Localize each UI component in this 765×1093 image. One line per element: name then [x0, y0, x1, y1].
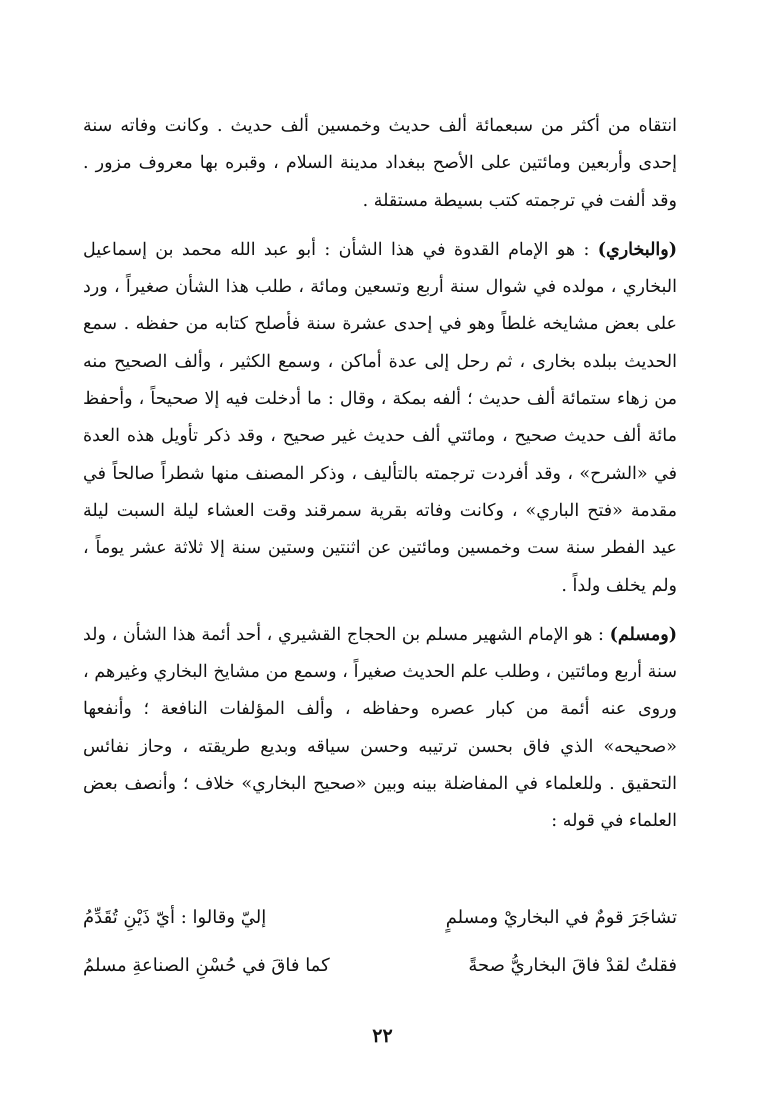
page-number: ٢٢ — [372, 1025, 393, 1047]
verse-2 — [83, 941, 677, 989]
verse-2-first-hemistich: فقلتُ لقدْ فاقَ البخاريُّ صحةً — [468, 954, 677, 976]
poem — [83, 893, 677, 989]
muslim-text: : هو الإمام الشهير مسلم بن الحجاج القشيري ، أحد أئمة هذا الشأن ، ولد سنة أربع ومائتين ، وطلب علم الحديث صغيراً ، وسمع من مشايخ البخاري وغيرهم ، وروى عنه أئمة من كبار عصره وحفاظه ، وألف المؤلفات النافعة ؛ وأنفعها «صحيحه» الذي فاق بحسن ترتيبه وحسن سياقه وبديع طريقته ، وحاز نفائس التحقيق . وللعلماء في المفاضلة بينه وبين «صحيح البخاري» خلاف ؛ وأنصف بعض العلماء في قوله : — [83, 624, 677, 832]
bukhari-heading: (والبخاري) — [597, 239, 677, 260]
body-text — [83, 108, 677, 841]
verse-1-second-hemistich: إليّ وقالوا : أيّ ذَيْنِ تُقَدِّمُ — [83, 906, 267, 928]
paragraph-muslim-bio — [83, 617, 677, 841]
verse-2-second-hemistich: كما فاقَ في حُسْنِ الصناعةِ مسلمُ — [83, 954, 330, 976]
paragraph-ahmad-bio: انتقاه من أكثر من سبعمائة ألف حديث وخمسين ألف حديث . وكانت وفاته سنة إحدى وأربعين ومائتين على الأصح ببغداد مدينة السلام ، وقبره بها معروف مزور . وقد ألفت في ترجمته كتب بسيطة مستقلة . — [83, 116, 677, 211]
paragraph-bukhari-bio — [83, 232, 677, 605]
verse-1-first-hemistich: تشاجَرَ قومٌ في البخاريْ ومسلمٍ — [445, 906, 677, 928]
muslim-heading: (ومسلم) — [609, 624, 677, 645]
verse-1 — [83, 893, 677, 941]
bukhari-text: : هو الإمام القدوة في هذا الشأن : أبو عبد الله محمد بن إسماعيل البخاري ، مولده في شوال سنة أربع وتسعين ومائة ، طلب هذا الشأن صغيراً ، ورد على بعض مشايخه غلطاً وهو في إحدى عشرة سنة فأصلح كتابه من حفظه . سمع الحديث ببلده بخارى ، ثم رحل إلى عدة أماكن ، وسمع الكثير ، وألف الصحيح منه من زهاء ستمائة ألف حديث ؛ ألفه بمكة ، وقال : ما أدخلت فيه إلا صحيحاً ، وأحفظ مائة ألف حديث صحيح ، ومائتي ألف حديث غير صحيح ، وقد ذكر تأويل هذه العدة في «الشرح» ، وقد أفردت ترجمته بالتأليف ، وذكر المصنف منها شطراً صالحاً في مقدمة «فتح الباري» ، وكانت وفاته بقرية سمرقند وقت العشاء ليلة السبت ليلة عيد الفطر سنة ست وخمسين ومائتين عن اثنتين وستين سنة إلا ثلاثة عشر يوماً ، ولم يخلف ولداً . — [83, 239, 677, 596]
